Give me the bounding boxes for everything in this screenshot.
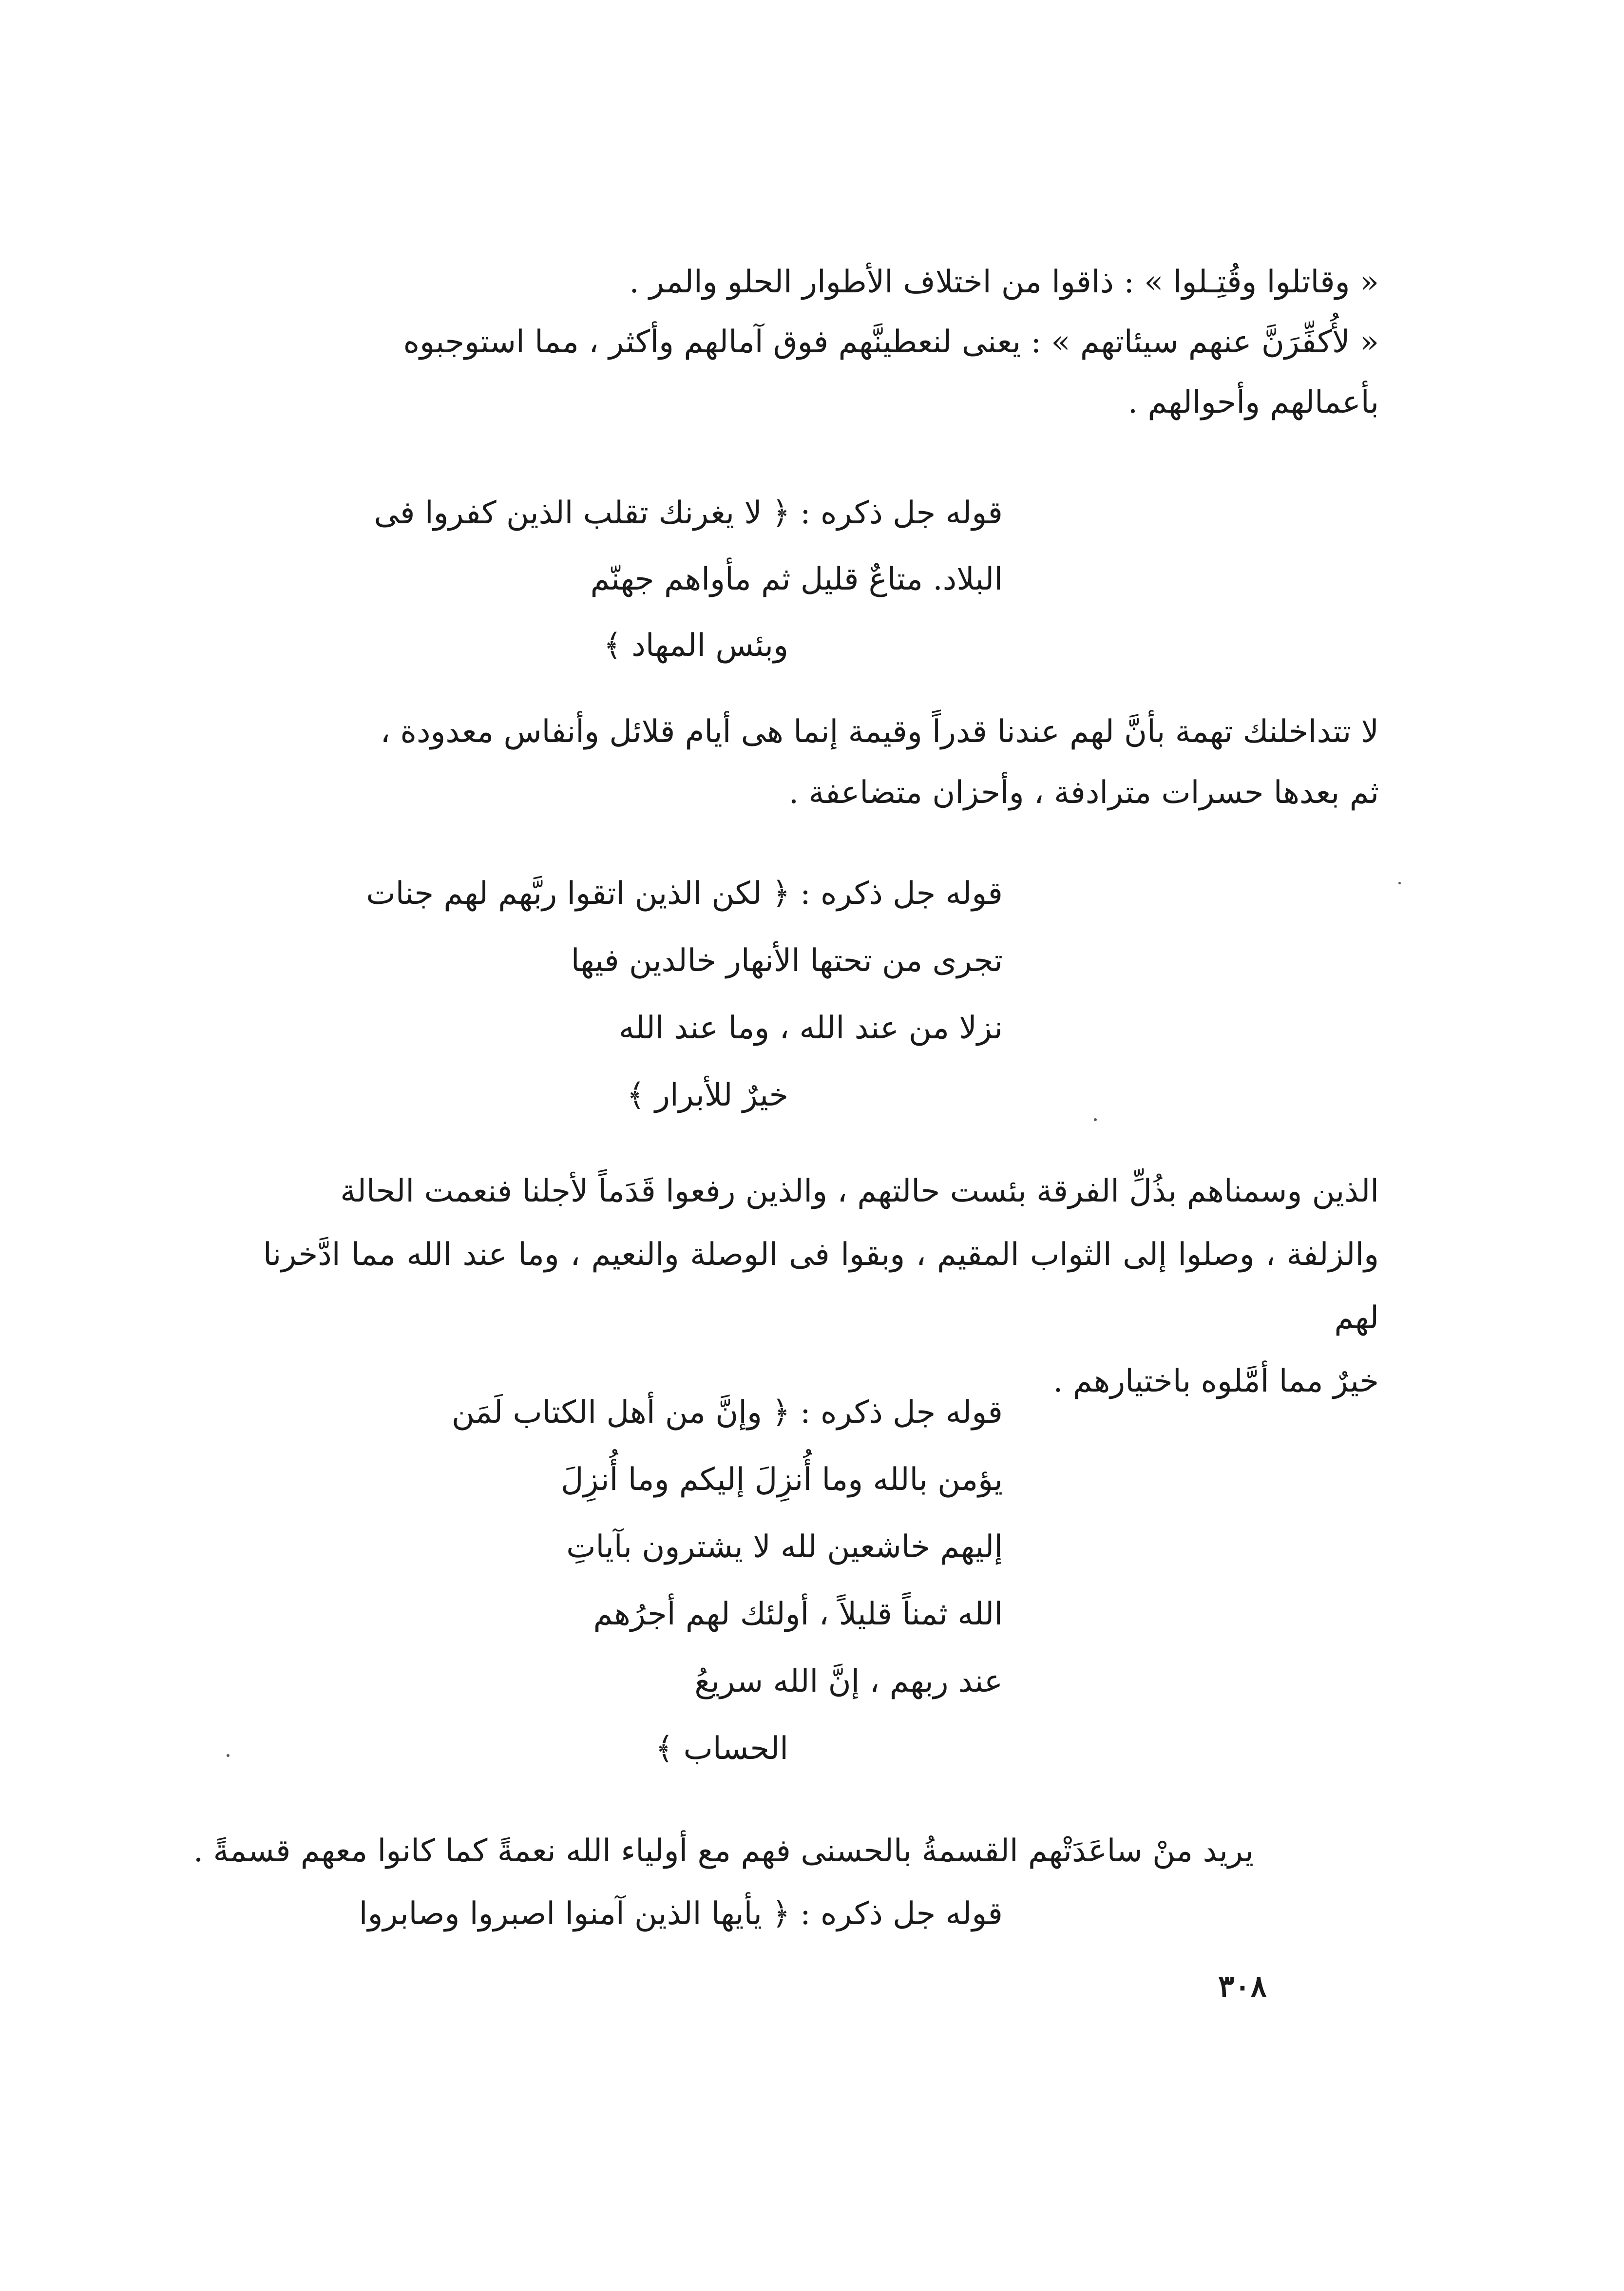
verse-line: قوله جل ذكره : ﴿ يأيها الذين آمنوا اصبروا وصابروا <box>359 1896 1003 1932</box>
quran-verse-block-1 <box>374 480 1003 679</box>
commentary-paragraph-2 <box>263 312 1379 433</box>
text-line: « لأُكفِّرَنَّ عنهم سيئاتهم » : يعنى لنعطينَّهم فوق آمالهم وأكثر ، مما استوجبوه <box>403 324 1379 360</box>
scan-speck <box>227 1754 229 1757</box>
text-line: بأعمالهم وأحوالهم . <box>1127 384 1379 420</box>
text-line: الذين وسمناهم بذُلِّ الفرقة بئست حالتهم ، والذين رفعوا قَدَماً لأجلنا فنعمت الحالة <box>340 1173 1379 1209</box>
quran-verse-block-4 <box>359 1881 1003 1947</box>
commentary-paragraph-5 <box>193 1822 1254 1880</box>
verse-line: إليهم خاشعين لله لا يشترون بآياتِ <box>566 1529 1003 1565</box>
commentary-paragraph-3 <box>263 702 1379 823</box>
commentary-paragraph-1 <box>263 253 1379 311</box>
text-line: خيرٌ مما أمَّلوه باختيارهم . <box>1053 1363 1379 1399</box>
verse-line: البلاد. متاعٌ قليل ثم مأواهم جهنّم <box>590 561 1003 597</box>
verse-line: نزلا من عند الله ، وما عند الله <box>618 1010 1003 1046</box>
text-line: « وقاتلوا وقُتِـلوا » : ذاقوا من اختلاف الأطوار الحلو والمر . <box>629 264 1379 300</box>
scan-speck <box>1094 1118 1097 1121</box>
verse-line: تجرى من تحتها الأنهار خالدين فيها <box>571 943 1003 979</box>
text-line: يريد منْ ساعَدَتْهم القسمةُ بالحسنى فهم مع أولياء الله نعمةً كما كانوا معهم قسمةً . <box>193 1833 1254 1869</box>
scan-speck <box>1398 882 1401 884</box>
verse-line: قوله جل ذكره : ﴿ وإنَّ من أهل الكتاب لَمَن <box>451 1394 1003 1431</box>
verse-line: قوله جل ذكره : ﴿ لا يغرنك تقلب الذين كفروا فى <box>374 495 1003 531</box>
verse-line: وبئس المهاد ﴾ <box>603 628 788 664</box>
verse-line: يؤمن بالله وما أُنزِلَ إليكم وما أُنزِلَ <box>561 1462 1003 1498</box>
verse-line: قوله جل ذكره : ﴿ لكن الذين اتقوا ربَّهم لهم جنات <box>366 876 1003 912</box>
text-line: ثم بعدها حسرات مترادفة ، وأحزان متضاعفة . <box>788 775 1379 811</box>
verse-line: خيرٌ للأبرار ﴾ <box>627 1077 788 1113</box>
quran-verse-block-2 <box>366 860 1003 1129</box>
text-line: والزلفة ، وصلوا إلى الثواب المقيم ، وبقوا فى الوصلة والنعيم ، وما عند الله مما ادَّخرنا لهم <box>263 1237 1379 1336</box>
text-line: لا تتداخلنك تهمة بأنَّ لهم عندنا قدراً وقيمة إنما هى أيام قلائل وأنفاس معدودة ، <box>380 714 1379 750</box>
verse-line: الحساب ﴾ <box>655 1731 788 1767</box>
page-number: ٣٠٨ <box>1218 1968 1267 2004</box>
commentary-paragraph-4 <box>263 1160 1379 1413</box>
quran-verse-block-3 <box>452 1379 1003 1782</box>
verse-line: الله ثمناً قليلاً ، أولئك لهم أجرُهم <box>593 1596 1003 1632</box>
verse-line: عند ربهم ، إنَّ الله سريعُ <box>694 1663 1003 1699</box>
